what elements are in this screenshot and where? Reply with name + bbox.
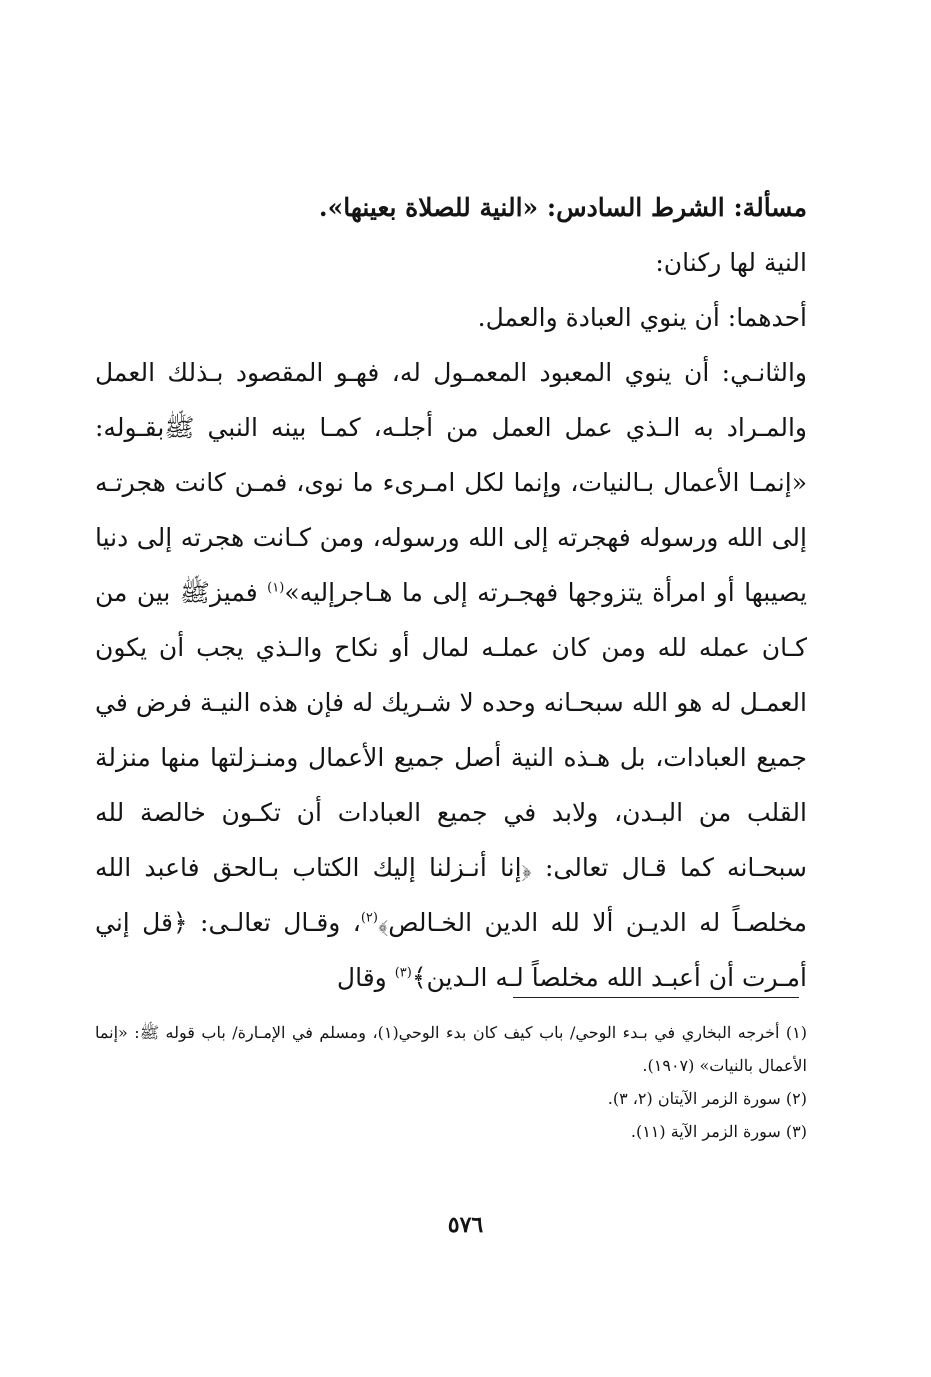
- footnote-3: (٣) سورة الزمر الآية (١١).: [630, 1122, 807, 1141]
- heading-quote: «النية للصلاة بعينها».: [318, 193, 539, 222]
- paragraph-part-hadith: والثانـي: أن ينوي المعبود المعمـول له، فهـو المقصود بـذلك العمل والمـراد به الـذي عمل العمل من أجلـه، كمـا بينه النبي ﷺبقـوله: «إنمـا الأعمال بـالنيات، وإنما لكل امـرىء ما نوى، فمـن كانت هجرتـه إلى الله ورسوله فهجرته إلى الله ورسوله، ومن كـانت هجرته إلى دنيا يصيبها أو امرأة يتزوجها فهجـرته إلى ما هـاجرإليه»: [95, 358, 807, 607]
- section-heading: [95, 180, 807, 235]
- paragraph-part-continuation: وقال: [336, 963, 395, 992]
- paragraph-part-verse: ، وقـال تعالـى: ﴿قل إني أمـرت أن أعبـد الله مخلصاً لـه الـدين﴾: [95, 908, 807, 992]
- footnote-ref-2[interactable]: (٢): [360, 910, 378, 926]
- page-number: ٥٧٦: [447, 1212, 484, 1238]
- second-pillar-paragraph: [95, 345, 807, 1005]
- heading-label: مسألة: الشرط السادس:: [546, 193, 807, 222]
- main-text: [95, 180, 807, 1005]
- paragraph-part-explanation: فميزﷺ بين من كـان عمله لله ومن كان عملـه لمال أو نكاح والـذي يجب أن يكون العمـل له هو الله سبحـانه وحده لا شـريك له فإن هذه النيـة فرض في جميع العبادات، بل هـذه النية أصل جميع الأعمال ومنـزلتها منها منزلة القلب من البـدن، ولابد في جميع العبادات أن تكـون خالصة لله سبحـانه كما قـال تعالى: ﴿إنا أنـزلنا إليك الكتاب بـالحق فاعبد الله مخلصـاً له الديـن ألا لله الدين الخـالص﴾: [95, 578, 807, 937]
- footnotes: [95, 1016, 807, 1148]
- footnote-1: (١) أخرجه البخاري في بـدء الوحي/ باب كيف كان بدء الوحي(١)، ومسلم في الإمـارة/ باب قوله ﷺ: «إنما الأعمال بالنيات» (١٩٠٧).: [95, 1023, 807, 1075]
- footnote-2: (٢) سورة الزمر الآيتان (٢، ٣).: [607, 1089, 807, 1108]
- footnote-ref-3[interactable]: (٣): [394, 965, 412, 981]
- first-pillar-line: أحدهما: أن ينوي العبادة والعمل.: [477, 303, 807, 332]
- footnote-separator: [513, 997, 799, 998]
- footnote-ref-1[interactable]: (١): [267, 580, 285, 596]
- pillars-line: النية لها ركنان:: [655, 248, 807, 277]
